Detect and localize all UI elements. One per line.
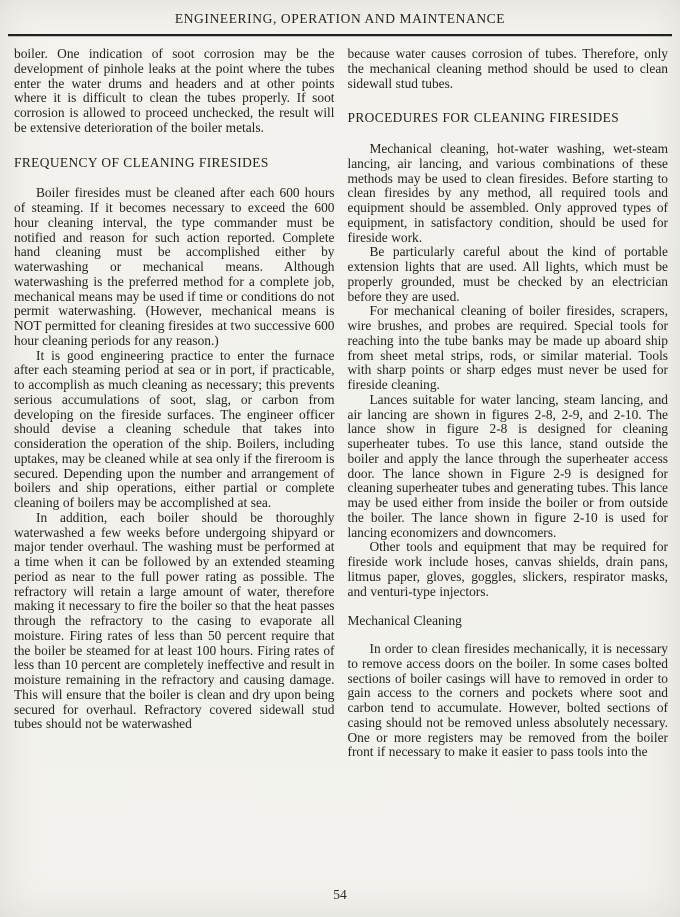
- two-column-body: [0, 36, 680, 760]
- paragraph: In order to clean firesides mechanically, it is necessary to remove access doors on the boiler. In some cases bolted sections of boiler casings will have to removed in order to gain access to the corners and pockets where soot and carbon tend to accumulate. However, bolted sections of casing should not be removed unless absolutely necessary. One or more registers may be removed from the boiler front if necessary to make it easier to pass tools into the: [347, 641, 668, 760]
- paragraph: Boiler firesides must be cleaned after each 600 hours of steaming. If it becomes necessary to exceed the 600 hour cleaning interval, the type commander must be notified and reason for such action reported. Complete hand cleaning must be accomplished either by waterwashing or mechanical means. Although waterwashing is the preferred method for a complete job, mechanical means may be used if time or conditions do not permit waterwashing. (However, mechanical means is NOT permitted for cleaning firesides at two successive 600 hour cleaning periods for any reason.): [14, 185, 335, 348]
- paragraph: Lances suitable for water lancing, steam lancing, and air lancing are shown in figures 2-8, 2-9, and 2-10. The lance show in figure 2-8 is designed for cleaning superheater tubes. To use this lance, stand outside the boiler and apply the lance through the superheater access door. The lance shown in Figure 2-9 is designed for cleaning superheater tubes and generating tubes. This lance may be used either from inside the boiler or from outside the boiler. The lance shown in figure 2-10 is used for lancing economizers and downcomers.: [347, 391, 668, 540]
- paragraph: Other tools and equipment that may be required for fireside work include hoses, canvas shields, drain pans, litmus paper, gloves, goggles, slickers, respirator masks, and venturi-type injectors.: [347, 539, 668, 599]
- paragraph: Be particularly careful about the kind of portable extension lights that are used. All lights, which must be properly grounded, must be checked by an electrician before they are used.: [347, 244, 668, 304]
- paragraph: For mechanical cleaning of boiler firesides, scrapers, wire brushes, and probes are required. Special tools for reaching into the tube banks may be made up aboard ship from sheet metal strips, rods, or similar material. Tools with sharp points or sharp edges must never be used for fireside cleaning.: [347, 303, 668, 392]
- section-heading-procedures-for-cleaning-firesides: PROCEDURES FOR CLEANING FIRESIDES: [347, 110, 620, 126]
- right-column: [348, 47, 669, 760]
- left-column: [14, 47, 335, 760]
- page-number: 54: [333, 887, 347, 902]
- paragraph: Mechanical cleaning, hot-water washing, wet-steam lancing, air lancing, and various combinations of these methods may be used to clean firesides. Before starting to clean firesides by any method, all required tools and equipment should be assembled. Only approved types of equipment, in satisfactory condition, should be used for fireside work.: [347, 141, 668, 245]
- paragraph-continuation: boiler. One indication of soot corrosion may be the development of pinhole leaks at the point where the tubes enter the water drums and headers and at other points where it is difficult to clean the tubes properly. If soot corrosion is allowed to proceed unchecked, the result will be extensive deterioration of the boiler metals.: [14, 46, 335, 135]
- section-heading-frequency-of-cleaning-firesides: FREQUENCY OF CLEANING FIRESIDES: [14, 154, 269, 170]
- paragraph-continuation: because water causes corrosion of tubes. Therefore, only the mechanical cleaning method should be used to clean sidewall stud tubes.: [347, 46, 668, 91]
- subsection-heading-mechanical-cleaning: Mechanical Cleaning: [347, 613, 462, 629]
- paragraph: It is good engineering practice to enter the furnace after each steaming period at sea or in port, if practicable, to accomplish as much cleaning as necessary; this prevents serious accumulations of soot, slag, or carbon from developing on the fireside surfaces. The engineer officer should devise a cleaning schedule that takes into consideration the operation of the ship. Boilers, including uptakes, may be cleaned while at sea only if the fireroom is secured. Depending upon the number and arrangement of boilers and ship operations, either partial or complete cleaning of boilers may be accomplished at sea.: [14, 347, 335, 510]
- paragraph: In addition, each boiler should be thoroughly waterwashed a few weeks before undergoing shipyard or major tender overhaul. The washing must be performed at a time when it can be followed by an extended steaming period as near to the full power rating as possible. The refractory will retain a large amount of water, therefore making it necessary to fire the boiler so that the heat passes through the refractory to the casing to evaporate all moisture. Firing rates of less than 50 percent require that the boiler be steamed for at least 100 hours. Firing rates of less than 10 percent are completely ineffective and result in moisture remaining in the refractory and causing damage. This will ensure that the boiler is clean and dry upon being secured for overhaul. Refractory covered sidewall stud tubes should not be waterwashed: [14, 509, 335, 732]
- running-head-title: ENGINEERING, OPERATION AND MAINTENANCE: [174, 11, 506, 26]
